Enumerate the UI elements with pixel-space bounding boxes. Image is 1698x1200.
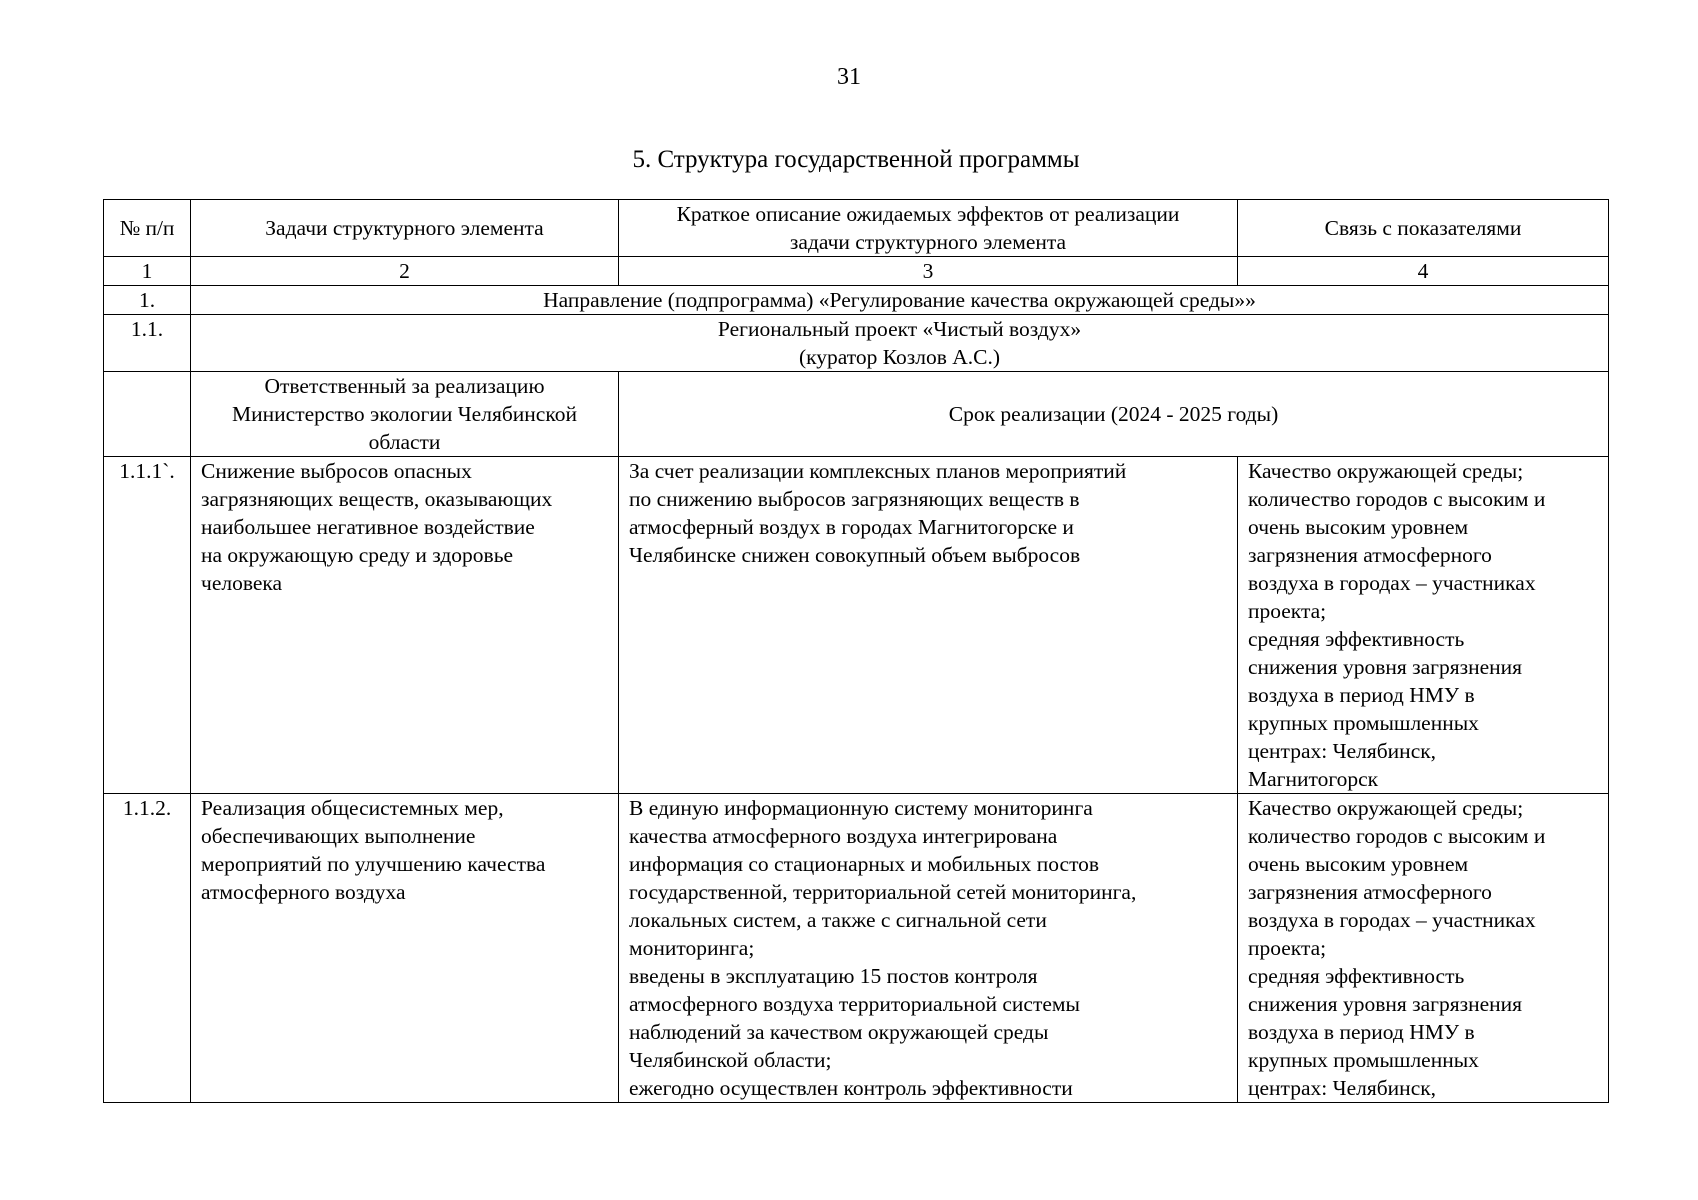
- task-indicators: Качество окружающей среды; количество городов с высоким и очень высоким уровнем загрязнения атмосферного воздуха в городах – участниках проекта; средняя эффективность снижения уровня загрязнения воздуха в период НМУ в крупных промышленных центрах: Челябинск, Магнитогорск: [1238, 457, 1609, 794]
- empty-cell: [104, 372, 191, 457]
- header-number: № п/п: [104, 200, 191, 257]
- table-header-row: [104, 200, 1609, 257]
- column-numbers-row: [104, 257, 1609, 286]
- column-number: 2: [191, 257, 619, 286]
- task-indicators: Качество окружающей среды; количество городов с высоким и очень высоким уровнем загрязнения атмосферного воздуха в городах – участниках проекта; средняя эффективность снижения уровня загрязнения воздуха в период НМУ в крупных промышленных центрах: Челябинск,: [1238, 794, 1609, 1103]
- task-description: Реализация общесистемных мер, обеспечивающих выполнение мероприятий по улучшению качества атмосферного воздуха: [191, 794, 619, 1103]
- project-number: 1.1.: [104, 315, 191, 372]
- direction-number: 1.: [104, 286, 191, 315]
- responsible-row: [104, 372, 1609, 457]
- page-number: 31: [837, 64, 861, 90]
- task-effects: В единую информационную систему мониторинга качества атмосферного воздуха интегрирована информация со стационарных и мобильных постов государственной, территориальной сетей мониторинга, локальных систем, а также с сигнальной сети мониторинга; введены в эксплуатацию 15 постов контроля атмосферного воздуха территориальной системы наблюдений за качеством окружающей среды Челябинской области; ежегодно осуществлен контроль эффективности: [619, 794, 1238, 1103]
- column-number: 3: [619, 257, 1238, 286]
- implementation-term: Срок реализации (2024 - 2025 годы): [619, 372, 1609, 457]
- task-number: 1.1.2.: [104, 794, 191, 1103]
- project-row: [104, 315, 1609, 372]
- task-number: 1.1.1`.: [104, 457, 191, 794]
- direction-row: [104, 286, 1609, 315]
- column-number: 4: [1238, 257, 1609, 286]
- structure-table: [103, 199, 1609, 1103]
- task-row: [104, 794, 1609, 1103]
- header-indicators: Связь с показателями: [1238, 200, 1609, 257]
- header-effects: Краткое описание ожидаемых эффектов от реализации задачи структурного элемента: [619, 200, 1238, 257]
- direction-title: Направление (подпрограмма) «Регулирование качества окружающей среды»»: [191, 286, 1609, 315]
- task-effects: За счет реализации комплексных планов мероприятий по снижению выбросов загрязняющих веществ в атмосферный воздух в городах Магнитогорске и Челябинске снижен совокупный объем выбросов: [619, 457, 1238, 794]
- task-row: [104, 457, 1609, 794]
- responsible-ministry: Ответственный за реализацию Министерство экологии Челябинской области: [191, 372, 619, 457]
- task-description: Снижение выбросов опасных загрязняющих веществ, оказывающих наибольшее негативное воздействие на окружающую среду и здоровье человека: [191, 457, 619, 794]
- header-tasks: Задачи структурного элемента: [191, 200, 619, 257]
- column-number: 1: [104, 257, 191, 286]
- page-title: 5. Структура государственной программы: [632, 146, 1080, 173]
- project-title: Региональный проект «Чистый воздух» (куратор Козлов А.С.): [191, 315, 1609, 372]
